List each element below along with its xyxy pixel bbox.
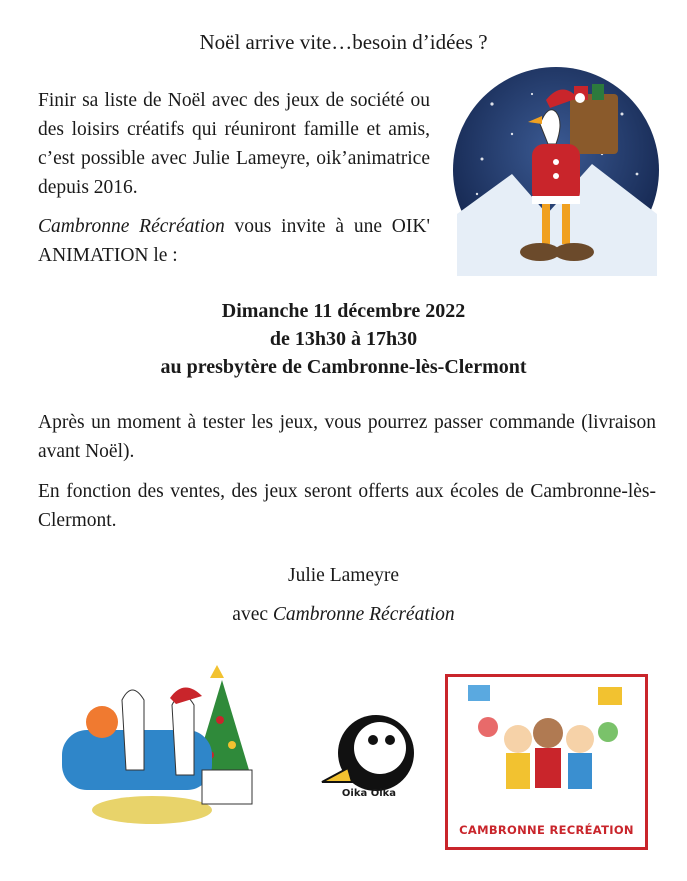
event-place: au presbytère de Cambronne-lès-Clermont: [160, 356, 527, 378]
signature-with: [0, 600, 687, 629]
children-illustration: [448, 677, 645, 817]
body-paragraph-schools: En fonction des ventes, des jeux seront offerts aux écoles de Cambronne-lès-Clermont.: [38, 481, 656, 531]
invite-org: Cambronne Récréation: [38, 216, 225, 237]
logos-row: [0, 660, 687, 860]
invite-text: vous invite à une OIK' ANIMATION le :: [38, 216, 430, 266]
oika-oika-logo: [318, 708, 418, 818]
geese-christmas-tree-illustration: [52, 660, 282, 835]
christmas-goose-illustration: [452, 64, 660, 276]
oika-oika-label: Oika Oika: [341, 788, 397, 799]
signature: [0, 561, 687, 639]
body-paragraph-order: Après un moment à tester les jeux, vous pourrez passer commande (livraison avant Noël).: [38, 412, 656, 462]
signature-org: Cambronne Récréation: [272, 604, 455, 625]
event-date: Dimanche 11 décembre 2022: [221, 300, 466, 322]
signature-name: Julie Lameyre: [288, 565, 399, 586]
cambronne-recreation-label: CAMBRONNE RECRÉATION: [459, 823, 634, 837]
invite-paragraph: [38, 212, 430, 270]
intro-paragraph: Finir sa liste de Noël avec des jeux de société ou des loisirs créatifs qui réuniront famille et amis, c’est possible avec Julie Lameyre, oik’animatrice depuis 2016.: [38, 90, 430, 198]
body-section: [38, 408, 656, 546]
event-time: de 13h30 à 17h30: [269, 328, 418, 350]
signature-with-prefix: avec: [232, 604, 273, 625]
event-details: [0, 297, 687, 381]
intro-section: [38, 86, 430, 280]
cambronne-recreation-logo: [445, 674, 648, 850]
page-title: Noël arrive vite…besoin d’idées ?: [199, 30, 488, 54]
